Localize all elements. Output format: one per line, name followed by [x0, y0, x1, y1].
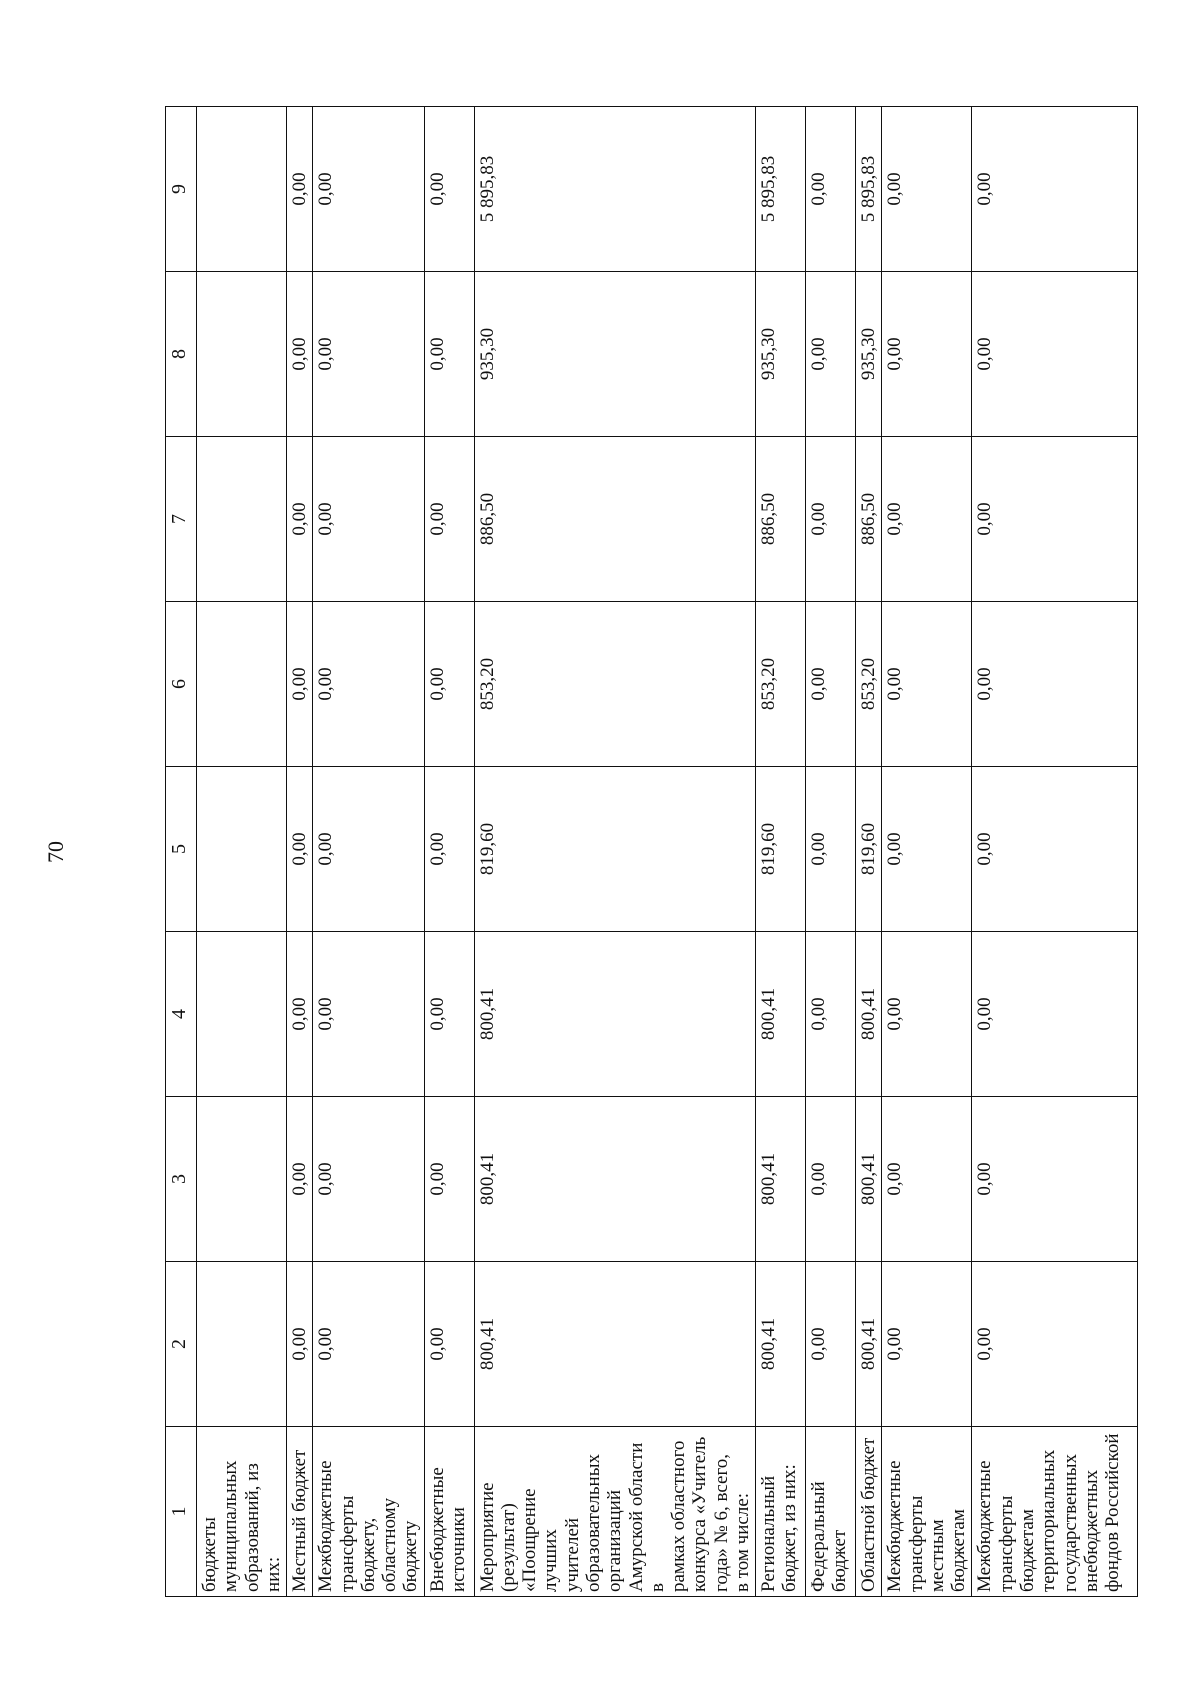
value-cell: 0,00 [972, 1097, 1138, 1262]
value-cell: 800,41 [756, 1262, 806, 1427]
value-cell: 800,41 [756, 1097, 806, 1262]
row-label: бюджеты муниципальных образований, из них: [197, 1427, 287, 1597]
value-cell: 0,00 [287, 767, 313, 932]
value-cell: 0,00 [313, 602, 424, 767]
value-cell: 853,20 [856, 602, 882, 767]
value-cell: 935,30 [474, 272, 755, 437]
value-cell: 0,00 [424, 602, 474, 767]
value-cell: 0,00 [424, 767, 474, 932]
header-row [166, 107, 197, 1597]
value-cell: 0,00 [882, 1262, 972, 1427]
header-cell: 8 [166, 272, 197, 437]
value-cell: 886,50 [756, 437, 806, 602]
header-cell: 9 [166, 107, 197, 272]
value-cell: 0,00 [806, 272, 856, 437]
value-cell: 0,00 [882, 107, 972, 272]
value-cell: 800,41 [474, 932, 755, 1097]
table-row [856, 107, 882, 1597]
value-cell: 853,20 [474, 602, 755, 767]
header-cell: 5 [166, 767, 197, 932]
value-cell: 0,00 [972, 602, 1138, 767]
value-cell: 0,00 [806, 932, 856, 1097]
value-cell: 0,00 [287, 1262, 313, 1427]
value-cell [197, 767, 287, 932]
value-cell: 819,60 [474, 767, 755, 932]
value-cell: 0,00 [313, 437, 424, 602]
value-cell: 0,00 [287, 272, 313, 437]
header-cell: 3 [166, 1097, 197, 1262]
value-cell: 0,00 [287, 107, 313, 272]
value-cell: 0,00 [882, 602, 972, 767]
value-cell: 853,20 [756, 602, 806, 767]
value-cell: 5 895,83 [474, 107, 755, 272]
value-cell: 0,00 [972, 932, 1138, 1097]
row-label: Местный бюджет [287, 1427, 313, 1597]
table-row [313, 107, 424, 1597]
value-cell: 0,00 [287, 932, 313, 1097]
table-row [972, 107, 1138, 1597]
value-cell: 0,00 [313, 767, 424, 932]
header-cell: 7 [166, 437, 197, 602]
value-cell: 886,50 [856, 437, 882, 602]
row-label: Межбюджетные трансферты местным бюджетам [882, 1427, 972, 1597]
table-row [756, 107, 806, 1597]
value-cell: 0,00 [882, 932, 972, 1097]
row-label: Областной бюджет [856, 1427, 882, 1597]
table-body [197, 107, 1138, 1597]
value-cell: 0,00 [313, 107, 424, 272]
value-cell: 0,00 [972, 767, 1138, 932]
budget-table-container [165, 107, 1124, 1597]
page-number: 70 [43, 841, 68, 863]
header-cell: 2 [166, 1262, 197, 1427]
value-cell: 0,00 [287, 437, 313, 602]
row-label: Региональный бюджет, из них: [756, 1427, 806, 1597]
table-row [424, 107, 474, 1597]
value-cell [197, 602, 287, 767]
value-cell: 0,00 [972, 437, 1138, 602]
value-cell: 0,00 [313, 1097, 424, 1262]
value-cell: 0,00 [424, 1262, 474, 1427]
value-cell: 819,60 [756, 767, 806, 932]
value-cell: 0,00 [806, 767, 856, 932]
value-cell: 935,30 [756, 272, 806, 437]
header-cell: 4 [166, 932, 197, 1097]
value-cell: 0,00 [424, 437, 474, 602]
table-row [197, 107, 287, 1597]
value-cell [197, 437, 287, 602]
value-cell: 0,00 [882, 272, 972, 437]
row-label: Федеральный бюджет [806, 1427, 856, 1597]
header-cell: 1 [166, 1427, 197, 1597]
value-cell: 886,50 [474, 437, 755, 602]
value-cell: 0,00 [882, 1097, 972, 1262]
value-cell: 0,00 [424, 1097, 474, 1262]
row-label: Межбюджетные трансферты бюджетам территориальных государственных внебюджетных фондов Российской [972, 1427, 1138, 1597]
value-cell: 0,00 [972, 1262, 1138, 1427]
value-cell [197, 1262, 287, 1427]
value-cell: 0,00 [882, 437, 972, 602]
value-cell: 800,41 [856, 1262, 882, 1427]
value-cell: 0,00 [806, 1262, 856, 1427]
value-cell: 935,30 [856, 272, 882, 437]
value-cell [197, 107, 287, 272]
value-cell: 800,41 [856, 1097, 882, 1262]
value-cell: 0,00 [806, 437, 856, 602]
table-row [474, 107, 755, 1597]
row-label: Внебюджетные источники [424, 1427, 474, 1597]
value-cell: 0,00 [882, 767, 972, 932]
value-cell: 0,00 [313, 272, 424, 437]
value-cell: 0,00 [806, 107, 856, 272]
value-cell: 0,00 [972, 272, 1138, 437]
row-label: Межбюджетные трансферты бюджету, областному бюджету [313, 1427, 424, 1597]
value-cell: 0,00 [424, 107, 474, 272]
value-cell: 800,41 [474, 1262, 755, 1427]
value-cell: 0,00 [313, 1262, 424, 1427]
row-label: Мероприятие (результат) «Поощрение лучших учителей образовательных организаций Амурской области в рамках областного конкурса «Учитель года» № 6, всего, в том числе: [474, 1427, 755, 1597]
budget-table [165, 106, 1138, 1597]
value-cell: 800,41 [474, 1097, 755, 1262]
value-cell: 5 895,83 [756, 107, 806, 272]
header-cell: 6 [166, 602, 197, 767]
value-cell: 0,00 [424, 932, 474, 1097]
value-cell: 819,60 [856, 767, 882, 932]
value-cell: 0,00 [287, 1097, 313, 1262]
value-cell: 0,00 [424, 272, 474, 437]
value-cell [197, 272, 287, 437]
value-cell: 0,00 [972, 107, 1138, 272]
table-row [882, 107, 972, 1597]
value-cell: 0,00 [806, 602, 856, 767]
value-cell [197, 1097, 287, 1262]
table-row [287, 107, 313, 1597]
value-cell: 5 895,83 [856, 107, 882, 272]
value-cell: 800,41 [856, 932, 882, 1097]
value-cell: 800,41 [756, 932, 806, 1097]
table-row [806, 107, 856, 1597]
value-cell: 0,00 [313, 932, 424, 1097]
value-cell [197, 932, 287, 1097]
value-cell: 0,00 [806, 1097, 856, 1262]
value-cell: 0,00 [287, 602, 313, 767]
